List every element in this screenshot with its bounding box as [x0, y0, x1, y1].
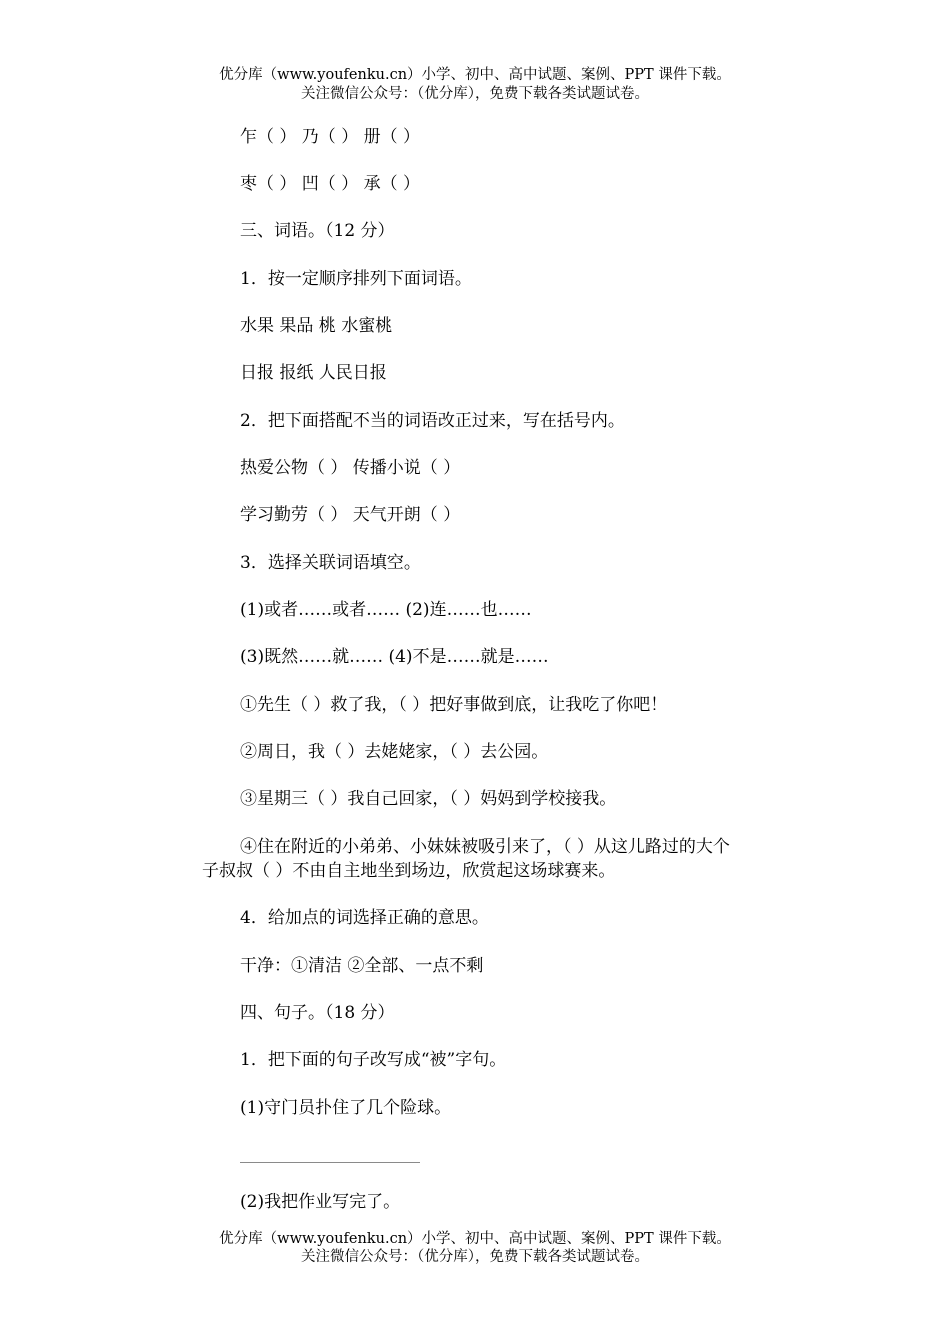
word-group-newspaper: 日报 报纸 人民日报: [240, 363, 387, 383]
sentence-item-2: (2)我把作业写完了。: [240, 1192, 401, 1212]
question-1-prompt: 1．按一定顺序排列下面词语。: [240, 269, 472, 289]
header-line-1: 优分库（www.youfenku.cn）小学、初中、高中试题、案例、PPT 课件下载。: [219, 67, 731, 83]
conjunction-options-1: (1)或者……或者…… (2)连……也……: [240, 600, 532, 620]
collocation-row-1: 热爱公物（ ） 传播小说（ ）: [240, 458, 461, 478]
fill-sentence-3: ③星期三（ ）我自己回家，（ ）妈妈到学校接我。: [240, 789, 617, 809]
fill-sentence-4-line-1: ④住在附近的小弟弟、小妹妹被吸引来了，（ ）从这儿路过的大个: [240, 837, 730, 857]
fill-sentence-4-line-2: 子叔叔（ ）不由自主地坐到场边，欣赏起这场球赛来。: [202, 861, 616, 881]
footer-line-1: 优分库（www.youfenku.cn）小学、初中、高中试题、案例、PPT 课件下载。: [219, 1231, 731, 1247]
conjunction-options-2: (3)既然……就…… (4)不是……就是……: [240, 647, 549, 667]
char-pinyin-row-2: 枣（ ） 凹（ ） 承（ ）: [240, 174, 421, 194]
section-heading-words: 三、词语。（12 分）: [240, 221, 395, 241]
answer-blank-line: [240, 1162, 420, 1163]
question-3-prompt: 3．选择关联词语填空。: [240, 553, 421, 573]
collocation-row-2: 学习勤劳（ ） 天气开朗（ ）: [240, 505, 461, 525]
question-4-prompt: 4．给加点的词选择正确的意思。: [240, 908, 489, 928]
section-heading-sentences: 四、句子。（18 分）: [240, 1003, 395, 1023]
fill-sentence-2: ②周日，我（ ）去姥姥家，（ ）去公园。: [240, 742, 549, 762]
sentence-question-1-prompt: 1．把下面的句子改写成“被”字句。: [240, 1050, 507, 1070]
fill-sentence-1: ①先生（ ）救了我，（ ）把好事做到底，让我吃了你吧！: [240, 695, 668, 715]
meaning-options: 干净：①清洁 ②全部、一点不剩: [240, 956, 484, 976]
sentence-item-1: (1)守门员扑住了几个险球。: [240, 1098, 452, 1118]
question-2-prompt: 2．把下面搭配不当的词语改正过来，写在括号内。: [240, 411, 625, 431]
footer-line-2: 关注微信公众号：（优分库），免费下载各类试题试卷。: [301, 1249, 649, 1265]
header-line-2: 关注微信公众号：（优分库），免费下载各类试题试卷。: [301, 86, 649, 102]
word-group-fruit: 水果 果品 桃 水蜜桃: [240, 316, 393, 336]
char-pinyin-row-1: 乍（ ） 乃（ ） 册（ ）: [240, 127, 421, 147]
